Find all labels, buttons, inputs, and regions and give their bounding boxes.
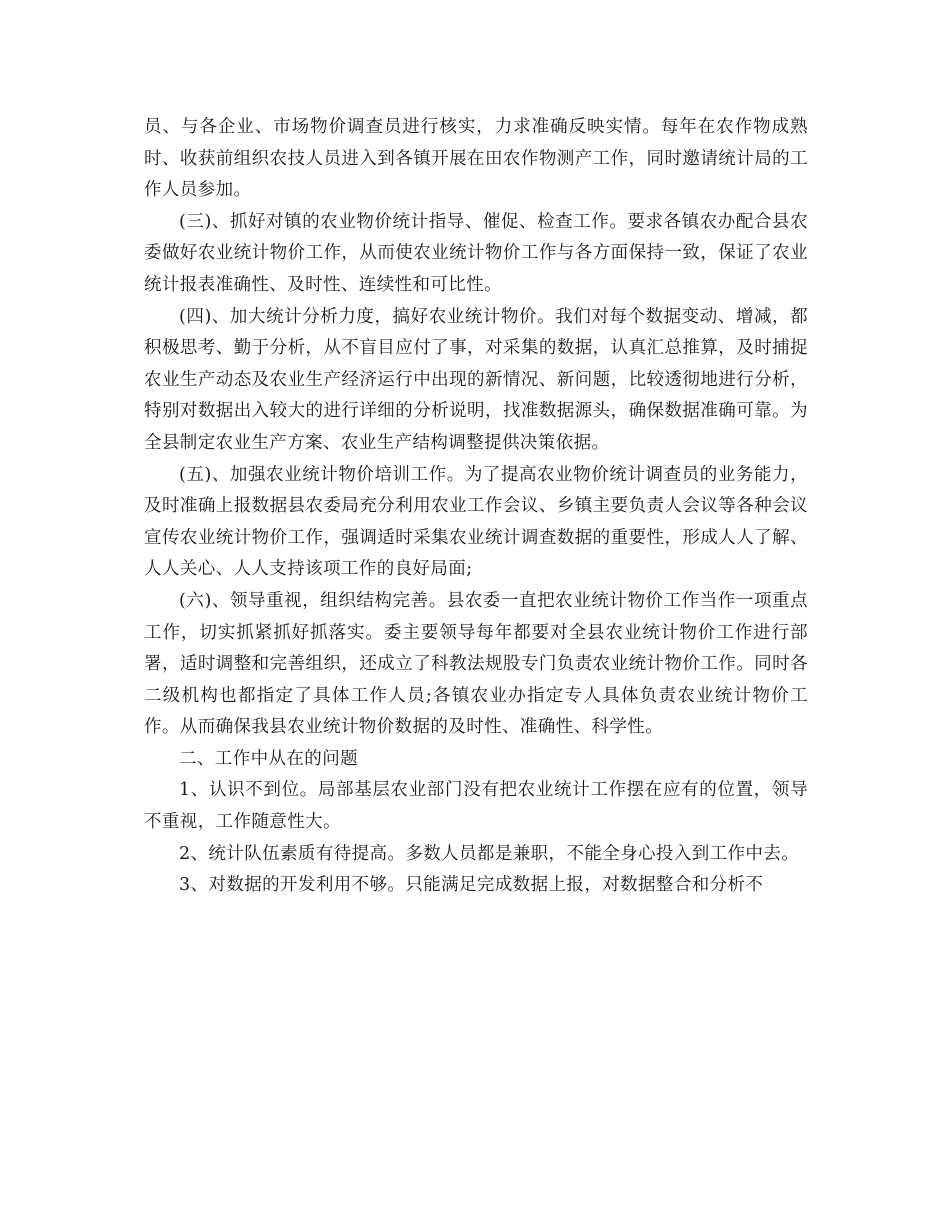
document-body [144,112,808,902]
paragraph-9: 3、对数据的开发利用不够。只能满足完成数据上报，对数据整合和分析不 [179,875,764,896]
paragraph-4: (五)、加强农业统计物价培训工作。为了提高农业物价统计调查员的业务能力，及时准确上报数据县农委局充分利用农业工作会议、乡镇主要负责人会议等各种会议宣传农业统计物价工作，强调适时采集农业统计调查数据的重要性，形成人人了解、人人关心、人人支持该项工作的良好局面; [144,464,808,580]
paragraph-7: 1、认识不到位。局部基层农业部门没有把农业统计工作摆在应有的位置，领导不重视，工作随意性大。 [144,780,808,833]
paragraph-5: (六)、领导重视，组织结构完善。县农委一直把农业统计物价工作当作一项重点工作，切实抓紧抓好抓落实。委主要领导每年都要对全县农业统计物价工作进行部署，适时调整和完善组织，还成立了科教法规股专门负责农业统计物价工作。同时各二级机构也都指定了具体工作人员;各镇农业办指定专人具体负责农业统计物价工作。从而确保我县农业统计物价数据的及时性、准确性、科学性。 [144,590,808,738]
paragraph-2: (三)、抓好对镇的农业物价统计指导、催促、检查工作。要求各镇农办配合县农委做好农业统计物价工作，从而使农业统计物价工作与各方面保持一致，保证了农业统计报表准确性、及时性、连续性和可比性。 [144,211,808,295]
paragraph-1: 员、与各企业、市场物价调查员进行核实，力求准确反映实情。每年在农作物成熟时、收获前组织农技人员进入到各镇开展在田农作物测产工作，同时邀请统计局的工作人员参加。 [144,117,808,201]
paragraph-3: (四)、加大统计分析力度，搞好农业统计物价。我们对每个数据变动、增减，都积极思考、勤于分析，从不盲目应付了事，对采集的数据，认真汇总推算，及时捕捉农业生产动态及农业生产经济运行中出现的新情况、新问题，比较透彻地进行分析，特别对数据出入较大的进行详细的分析说明，找准数据源头，确保数据准确可靠。为全县制定农业生产方案、农业生产结构调整提供决策依据。 [144,306,808,453]
paragraph-8: 2、统计队伍素质有待提高。多数人员都是兼职，不能全身心投入到工作中去。 [179,843,800,864]
section-heading: 二、工作中从在的问题 [179,748,358,769]
